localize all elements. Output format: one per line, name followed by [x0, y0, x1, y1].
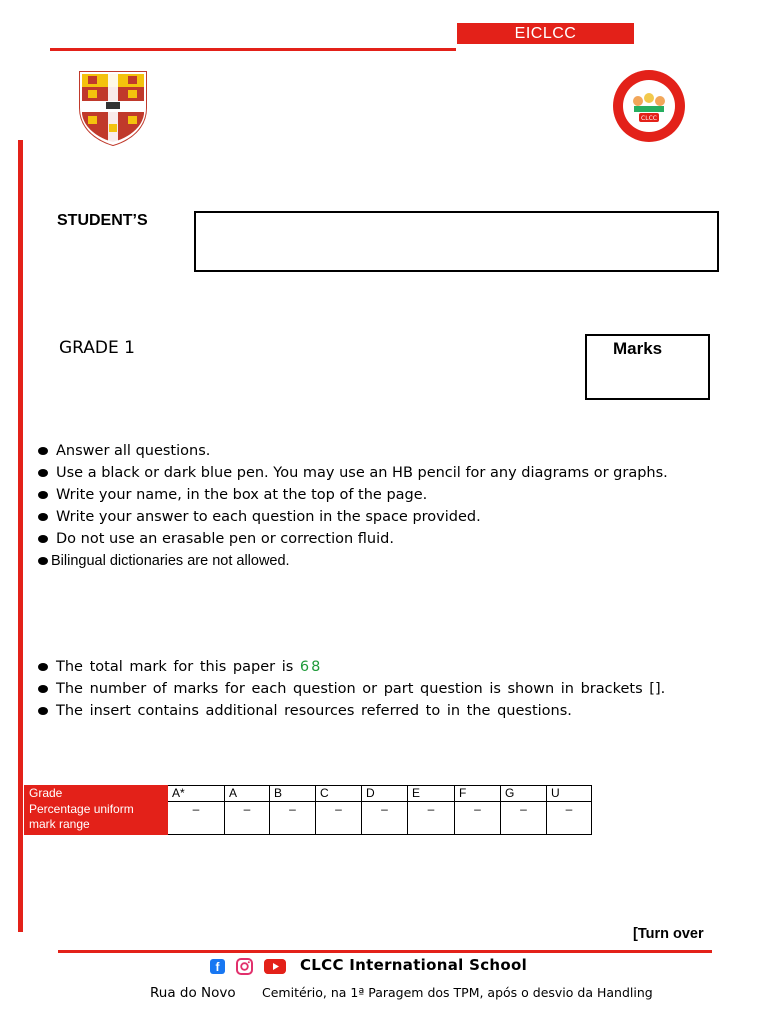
- grade-table: [24, 785, 592, 835]
- address-detail: Cemitério, na 1ª Paragem dos TPM, após o desvio da Handling: [262, 985, 653, 1000]
- bullet-icon: [38, 447, 48, 455]
- bullet-icon: [38, 557, 48, 565]
- instruction-item: Write your answer to each question in the space provided.: [38, 506, 668, 528]
- grade-cell: U: [547, 786, 592, 802]
- grade-cell: G: [501, 786, 547, 802]
- instruction-item: Bilingual dictionaries are not allowed.: [38, 550, 668, 572]
- total-mark-value: 68: [299, 659, 323, 675]
- student-name-field[interactable]: [194, 211, 719, 272]
- range-cell[interactable]: –: [547, 802, 592, 835]
- range-cell[interactable]: –: [362, 802, 408, 835]
- footer-rule: [58, 950, 712, 953]
- instagram-icon[interactable]: [236, 958, 253, 975]
- facebook-icon[interactable]: f: [210, 959, 225, 974]
- range-cell[interactable]: –: [408, 802, 455, 835]
- margin-bar: [18, 140, 23, 932]
- grade-cell: D: [362, 786, 408, 802]
- address-street: Rua do Novo: [150, 985, 236, 1001]
- range-cell[interactable]: –: [225, 802, 270, 835]
- range-cell[interactable]: –: [270, 802, 316, 835]
- student-label: STUDENT’S: [57, 212, 148, 229]
- information-item: The number of marks for each question or part question is shown in brackets [].: [38, 678, 665, 700]
- school-name: CLCC International School: [300, 956, 528, 974]
- bullet-icon: [38, 685, 48, 693]
- bullet-icon: [38, 491, 48, 499]
- school-logo-icon: [612, 69, 686, 143]
- turn-over-label: [Turn over: [633, 926, 704, 942]
- range-cell[interactable]: –: [455, 802, 501, 835]
- bullet-icon: [38, 469, 48, 477]
- marks-label: Marks: [613, 339, 663, 358]
- range-cell[interactable]: –: [316, 802, 362, 835]
- table-row: [25, 786, 592, 802]
- grade-cell: A: [225, 786, 270, 802]
- instruction-item: Use a black or dark blue pen. You may use an HB pencil for any diagrams or graphs.: [38, 462, 668, 484]
- youtube-icon[interactable]: [264, 959, 286, 974]
- information-item: The total mark for this paper is 68: [38, 656, 665, 678]
- logo-center-text: CLCC: [641, 115, 657, 122]
- grade-cell: A*: [168, 786, 225, 802]
- instruction-item: Write your name, in the box at the top of the page.: [38, 484, 668, 506]
- bullet-icon: [38, 535, 48, 543]
- bullet-icon: [38, 707, 48, 715]
- grade-cell: E: [408, 786, 455, 802]
- bullet-icon: [38, 663, 48, 671]
- grade-cell: B: [270, 786, 316, 802]
- grade-row-label: Grade: [25, 786, 168, 802]
- header-badge: EICLCC: [457, 23, 634, 44]
- information-item: The insert contains additional resources referred to in the questions.: [38, 700, 665, 722]
- header-rule: [50, 48, 456, 51]
- bullet-icon: [38, 513, 48, 521]
- range-row-label: Percentage uniform mark range: [25, 802, 168, 835]
- instruction-item: Answer all questions.: [38, 440, 668, 462]
- range-cell[interactable]: –: [168, 802, 225, 835]
- information-list: [38, 656, 665, 722]
- instruction-item: Do not use an erasable pen or correction fluid.: [38, 528, 668, 550]
- instructions-list: [38, 440, 668, 572]
- university-crest-icon: [78, 70, 148, 146]
- grade-label: GRADE 1: [59, 338, 135, 358]
- grade-cell: F: [455, 786, 501, 802]
- grade-cell: C: [316, 786, 362, 802]
- table-row: [25, 802, 592, 835]
- range-cell[interactable]: –: [501, 802, 547, 835]
